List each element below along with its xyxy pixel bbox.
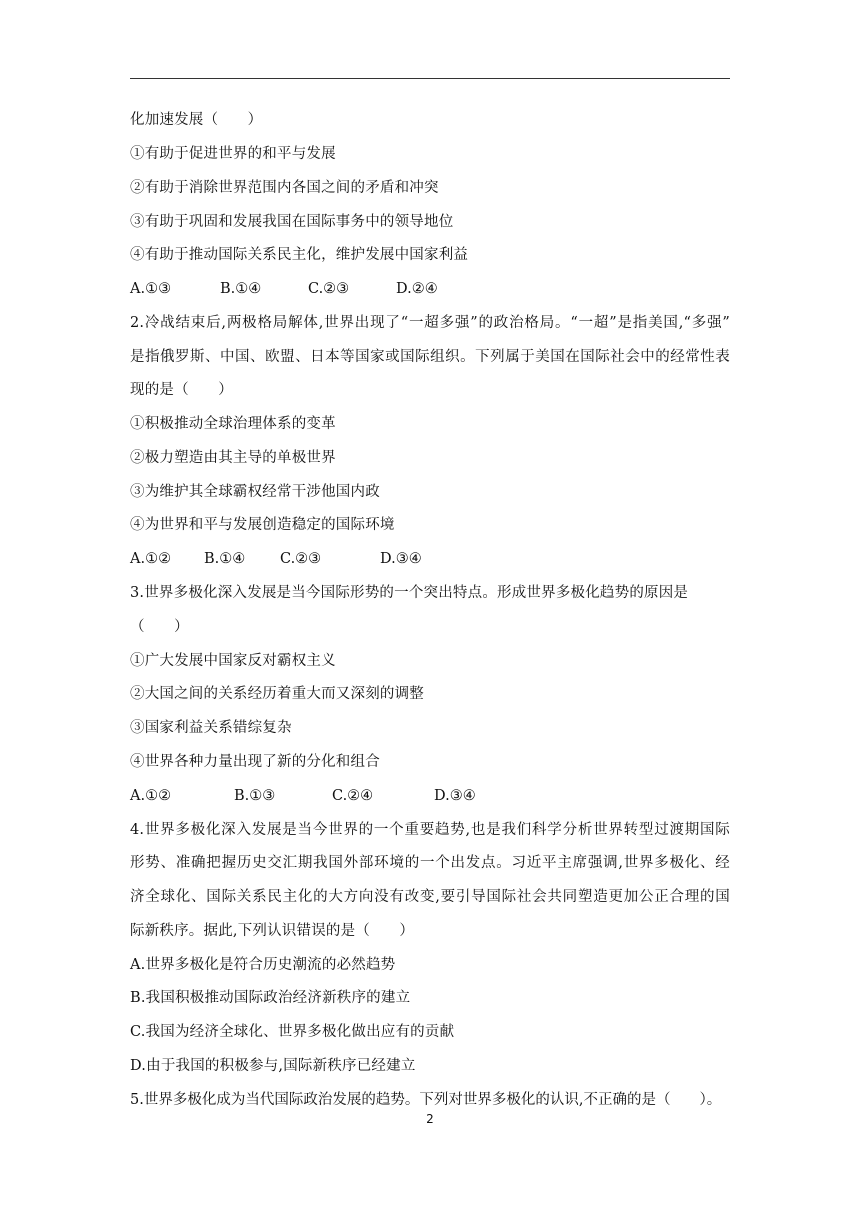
q1-option-b: B.①④ <box>220 281 262 297</box>
q1-item-1: ①有助于促进世界的和平与发展 <box>130 146 336 162</box>
q4-stem-line-1: 4.世界多极化深入发展是当今世界的一个重要趋势,也是我们科学分析世界转型过渡期国际 <box>130 822 730 838</box>
q1-item-4: ④有助于推动国际关系民主化，维护发展中国家利益 <box>130 247 469 263</box>
q2-option-d: D.③④ <box>380 551 422 567</box>
q3-option-a: A.①② <box>130 788 172 804</box>
q2-stem-line-1: 2.冷战结束后,两极格局解体,世界出现了“一超多强”的政治格局。“一超”是指美国,“多强” <box>130 315 730 331</box>
q2-item-1: ①积极推动全球治理体系的变革 <box>130 416 336 432</box>
header-rule <box>130 78 730 79</box>
q3-item-2: ②大国之间的关系经历着重大而又深刻的调整 <box>130 686 424 702</box>
q5-stem: 5.世界多极化成为当代国际政治发展的趋势。下列对世界多极化的认识,不正确的是（ ）。 <box>130 1092 722 1108</box>
q1-option-a: A.①③ <box>130 281 172 297</box>
q2-item-4: ④为世界和平与发展创造稳定的国际环境 <box>130 517 395 533</box>
q3-option-b: B.①③ <box>234 788 276 804</box>
q1-option-d: D.②④ <box>396 281 438 297</box>
q2-option-a: A.①② <box>130 551 172 567</box>
q3-option-d: D.③④ <box>434 788 476 804</box>
q4-option-d: D.由于我国的积极参与,国际新秩序已经建立 <box>130 1058 416 1074</box>
q4-option-c: C.我国为经济全球化、世界多极化做出应有的贡献 <box>130 1024 455 1040</box>
q2-item-3: ③为维护其全球霸权经常干涉他国内政 <box>130 484 380 500</box>
q1-item-2: ②有助于消除世界范围内各国之间的矛盾和冲突 <box>130 180 439 196</box>
q1-item-3: ③有助于巩固和发展我国在国际事务中的领导地位 <box>130 214 454 230</box>
q3-stem-line-2: （ ） <box>130 619 189 635</box>
page-number: 2 <box>426 1112 434 1126</box>
q4-stem-line-4: 际新秩序。据此,下列认识错误的是（ ） <box>130 923 415 939</box>
q2-option-c: C.②③ <box>280 551 322 567</box>
q2-option-b: B.①④ <box>204 551 246 567</box>
q3-item-1: ①广大发展中国家反对霸权主义 <box>130 653 336 669</box>
q1-option-c: C.②③ <box>308 281 350 297</box>
q4-stem-line-3: 济全球化、国际关系民主化的大方向没有改变,要引导国际社会共同塑造更加公正合理的国 <box>130 889 730 905</box>
q3-item-3: ③国家利益关系错综复杂 <box>130 720 292 736</box>
q3-item-4: ④世界各种力量出现了新的分化和组合 <box>130 754 380 770</box>
q2-item-2: ②极力塑造由其主导的单极世界 <box>130 450 336 466</box>
q4-option-a: A.世界多极化是符合历史潮流的必然趋势 <box>130 957 396 973</box>
q4-stem-line-2: 形势、准确把握历史交汇期我国外部环境的一个出发点。习近平主席强调,世界多极化、经 <box>130 855 730 871</box>
q1-stem-end: 化加速发展（ ） <box>130 112 263 128</box>
q2-stem-line-3: 现的是（ ） <box>130 382 233 398</box>
q3-option-c: C.②④ <box>332 788 374 804</box>
q4-option-b: B.我国积极推动国际政治经济新秩序的建立 <box>130 990 411 1006</box>
q2-stem-line-2: 是指俄罗斯、中国、欧盟、日本等国家或国际组织。下列属于美国在国际社会中的经常性表 <box>130 349 730 365</box>
q3-stem-line-1: 3.世界多极化深入发展是当今国际形势的一个突出特点。形成世界多极化趋势的原因是 <box>130 585 689 601</box>
